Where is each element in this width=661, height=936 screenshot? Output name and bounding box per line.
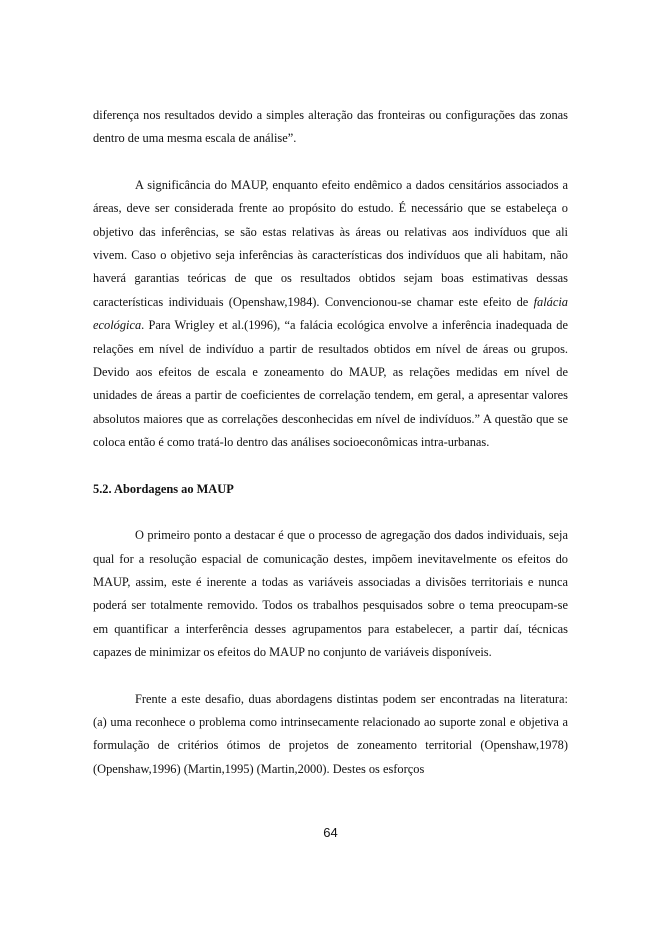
paragraph-maup-significance [93, 174, 568, 455]
paragraph-text-before-italic: A significância do MAUP, enquanto efeito endêmico a dados censitários associados a áreas, deve ser considerada frente ao propósito do estudo. É necessário que se estabeleça o objetivo das inferências, se são estas relativas às áreas ou relativas aos indivíduos que ali vivem. Caso o objetivo seja inferências às características dos indivíduos que ali habitam, não haverá garantias teóricas de que os resultados obtidos sejam boas estimativas dessas características individuais (Openshaw,1984). Convencionou-se chamar este efeito de [93, 177, 568, 309]
paragraph-aggregation: O primeiro ponto a destacar é que o processo de agregação dos dados individuais, seja qual for a resolução espacial de comunicação destes, impõem inevitavelmente os efeitos do MAUP, assim, este é inerente a todas as variáveis associadas a divisões territoriais e nunca poderá ser totalmente removido. Todos os trabalhos pesquisados sobre o tema preocupam-se em quantificar a interferência desses agrupamentos para estabelecer, a partir daí, técnicas capazes de minimizar os efeitos do MAUP no conjunto de variáveis disponíveis. [93, 528, 568, 660]
section-heading: 5.2. Abordagens ao MAUP [93, 481, 234, 496]
paragraph-text-after-italic: . Para Wrigley et al.(1996), “a falácia ecológica envolve a inferência inadequada de relações em nível de indivíduo a partir de resultados obtidos em nível de áreas ou grupos. Devido aos efeitos de escala e zoneamento do MAUP, as relações medidas em nível de unidades de áreas a partir de coeficientes de correlação tendem, em geral, a apresentar valores absolutos maiores que as correlações desconhecidas em nível de indivíduos.” A questão que se coloca então é como tratá-lo dentro das análises socioeconômicas intra-urbanas. [93, 318, 568, 450]
page-number: 64 [323, 825, 338, 840]
paragraph-continuation: diferença nos resultados devido a simples alteração das fronteiras ou configurações das zonas dentro de uma mesma escala de análise”. [93, 108, 568, 146]
italic-term: falácia ecológica [93, 294, 568, 333]
paragraph-approaches: Frente a este desafio, duas abordagens distintas podem ser encontradas na literatura: (a) uma reconhece o problema como intrinsecamente relacionado ao suporte zonal e objetiva a formulação de critérios ótimos de projetos de zoneamento territorial (Openshaw,1978) (Openshaw,1996) (Martin,1995) (Martin,2000). Destes os esforços [93, 691, 568, 776]
document-body [93, 104, 568, 781]
